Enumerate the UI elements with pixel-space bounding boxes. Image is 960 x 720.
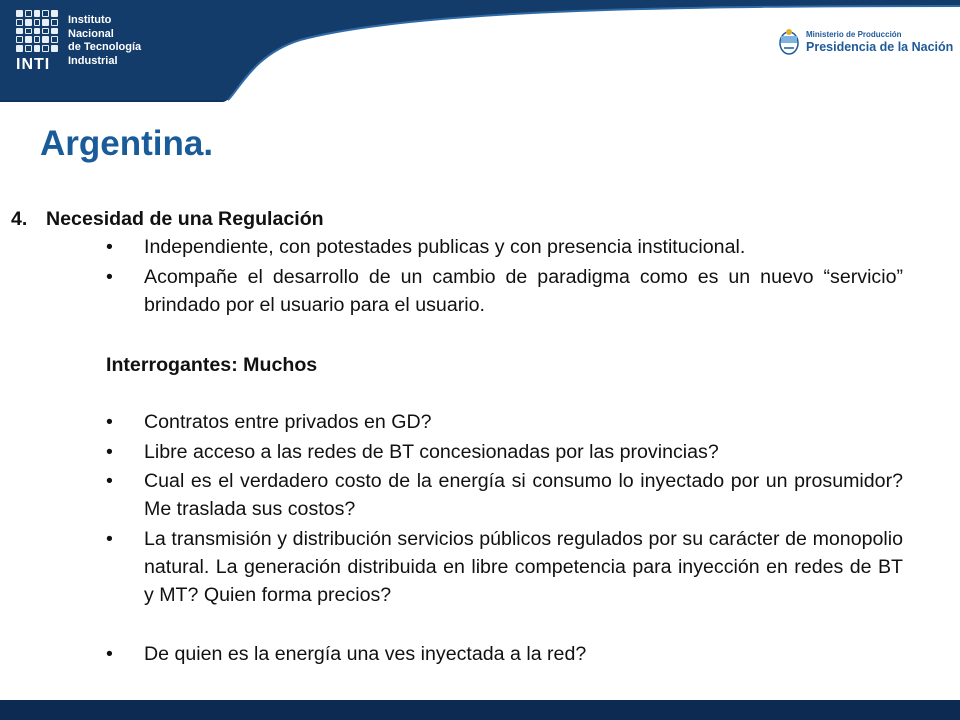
- list-item-text: Independiente, con potestades publicas y con presencia institucional.: [144, 236, 746, 258]
- inti-institution-name: [68, 14, 141, 68]
- list-item: [106, 467, 903, 523]
- header-sweep-shape: [0, 0, 960, 112]
- inti-logo-icon: [16, 10, 58, 52]
- list-item-text: Acompañe el desarrollo de un cambio de paradigma como es un nuevo “servicio” brindado por el usuario para el usuario.: [144, 266, 903, 316]
- list-item-text: Libre acceso a las redes de BT concesionadas por las provincias?: [144, 441, 719, 463]
- section-number: 4.: [11, 208, 28, 230]
- list-item-text: De quien es la energía una ves inyectada a la red?: [144, 643, 587, 665]
- list-item: [106, 640, 903, 668]
- inti-acronym: INTI: [16, 56, 51, 73]
- bullet-icon: •: [106, 266, 113, 288]
- list-item: [106, 525, 903, 609]
- section-heading: [11, 205, 324, 233]
- national-seal-icon: [778, 28, 800, 56]
- list-item-text: Contratos entre privados en GD?: [144, 411, 432, 433]
- interrogantes-heading: Interrogantes: Muchos: [106, 354, 318, 376]
- inti-name-line: Instituto: [68, 14, 112, 26]
- list-item: [106, 233, 903, 261]
- list-item: [106, 438, 903, 466]
- header-banner: [0, 0, 960, 100]
- list-item: [106, 263, 903, 319]
- bullet-icon: •: [106, 470, 113, 492]
- bullet-icon: •: [106, 643, 113, 665]
- bullet-icon: •: [106, 411, 113, 433]
- page-title: Argentina.: [40, 124, 214, 163]
- inti-name-line: de Tecnología: [68, 41, 142, 53]
- bullet-icon: •: [106, 441, 113, 463]
- footer-bar: [0, 700, 960, 720]
- list-item: [106, 408, 903, 436]
- presidency-name: Presidencia de la Nación: [806, 40, 954, 54]
- ministry-name: Ministerio de Producción: [806, 30, 902, 39]
- bullet-icon: •: [106, 236, 113, 258]
- inti-name-line: Nacional: [68, 27, 114, 40]
- section-heading-text: Necesidad de una Regulación: [46, 208, 324, 230]
- list-item-text: La transmisión y distribución servicios públicos regulados por su carácter de monopolio natural. La generación distribuida en libre competencia para inyección en redes de BT y MT? Quien forma precios?: [144, 528, 903, 606]
- inti-name-line: Industrial: [68, 54, 118, 67]
- bullet-icon: •: [106, 528, 113, 550]
- list-item-text: Cual es el verdadero costo de la energía si consumo lo inyectado por un prosumidor? Me traslada sus costos?: [144, 470, 903, 520]
